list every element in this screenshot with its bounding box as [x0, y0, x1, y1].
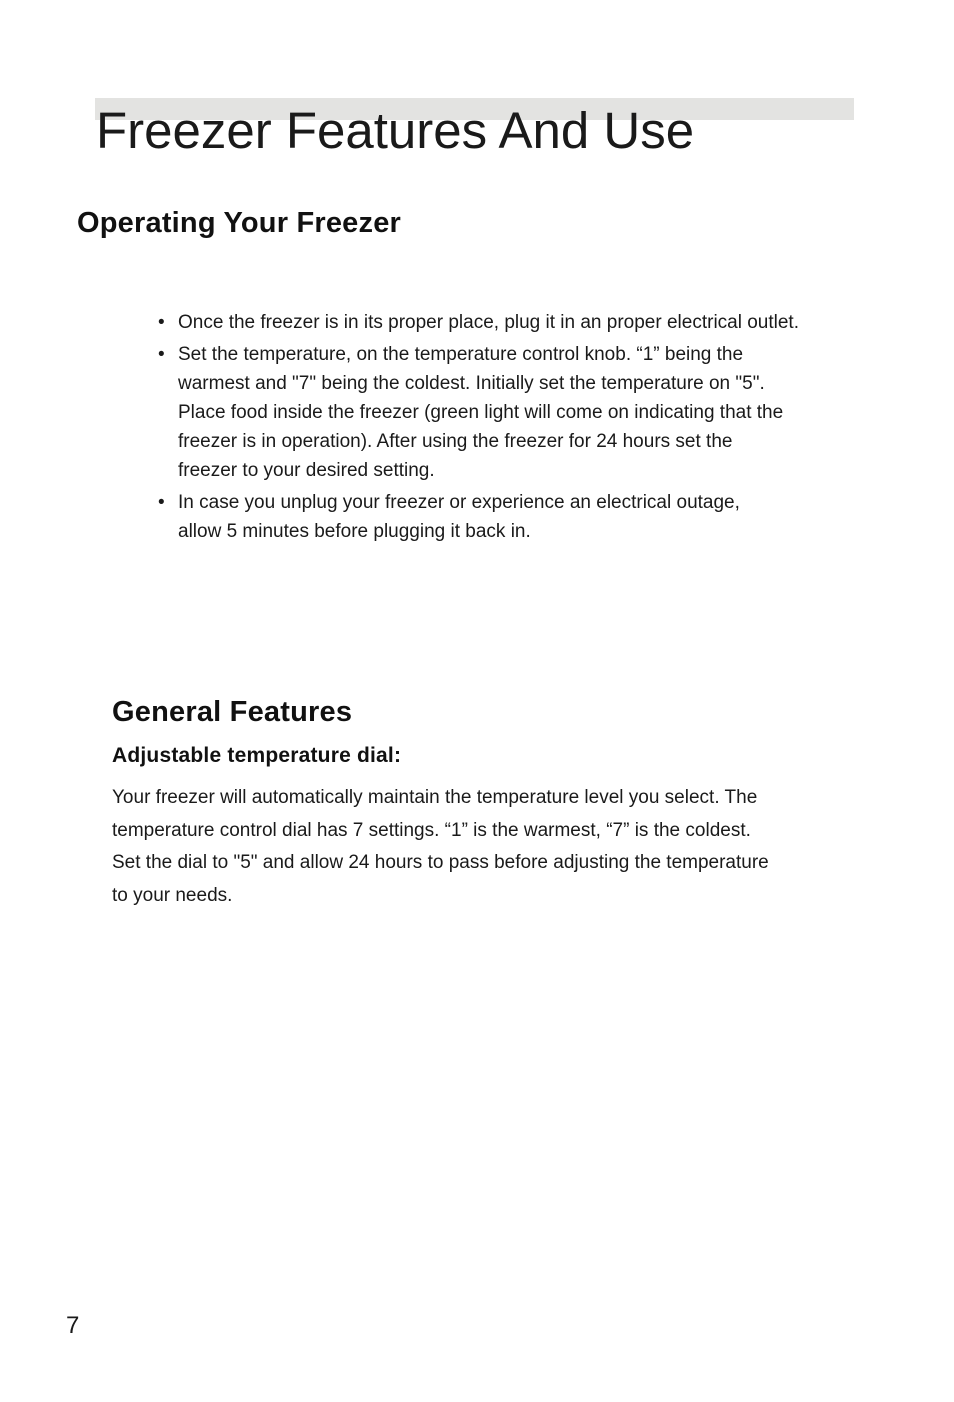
bullet-dot: • — [158, 344, 165, 365]
general-features-heading: General Features — [112, 696, 353, 728]
bullet-dot: • — [158, 492, 165, 513]
bullet-text: Once the freezer is in its proper place, plug it in an proper electrical outlet. — [178, 312, 799, 333]
bullet-dot: • — [158, 312, 165, 333]
bullet-text: In case you unplug your freezer or experience an electrical outage, allow 5 minutes before plugging it back in. — [178, 492, 740, 542]
temperature-dial-subheading: Adjustable temperature dial: — [112, 744, 402, 767]
list-item — [158, 488, 888, 546]
page-number: 7 — [66, 1312, 80, 1339]
operating-heading: Operating Your Freezer — [77, 207, 402, 239]
operating-bullet-list — [158, 308, 888, 549]
temperature-dial-description: Your freezer will automatically maintain the temperature level you select. The temperature control dial has 7 settings. “1” is the warmest, “7” is the coldest. Set the dial to "5" and allow 24 hours to pass before adjusting the temperature to your needs. — [112, 787, 769, 906]
bullet-text: Set the temperature, on the temperature control knob. “1” being the warmest and "7" being the coldest. Initially set the temperature on "5". Place food inside the freezer (green light will come on indicating that the freezer is in operation). After using the freezer for 24 hours set the freezer to your desired setting. — [178, 344, 784, 481]
list-item — [158, 340, 888, 485]
page-title: Freezer Features And Use — [96, 102, 695, 159]
list-item — [158, 308, 888, 337]
